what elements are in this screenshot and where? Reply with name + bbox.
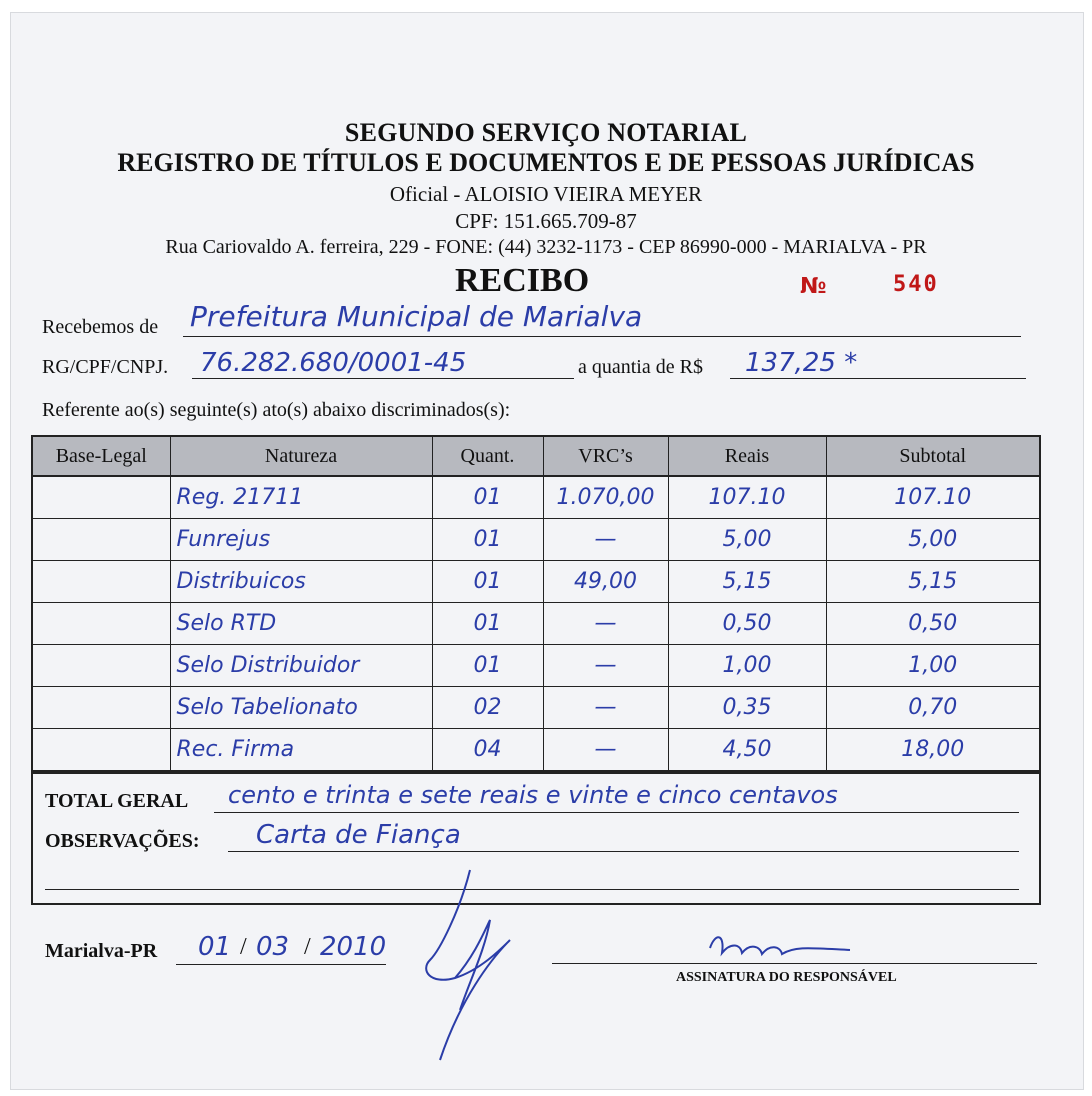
cell-natureza: Selo Tabelionato (170, 687, 432, 729)
cell-quant: 01 (432, 561, 543, 603)
receipt-number: 540 (893, 272, 939, 297)
cell-quant: 01 (432, 519, 543, 561)
signature-label: ASSINATURA DO RESPONSÁVEL (676, 970, 897, 985)
cell-natureza: Rec. Firma (170, 729, 432, 772)
recebemos-value: Prefeitura Municipal de Marialva (190, 300, 643, 333)
cell-reais: 5,00 (668, 519, 826, 561)
header-line-5: Rua Cariovaldo A. ferreira, 229 - FONE: (44) 3232-1173 - CEP 86990-000 - MARIALVA - PR (165, 236, 927, 258)
cell-natureza: Funrejus (170, 519, 432, 561)
cell-subtotal: 18,00 (826, 729, 1039, 772)
table-header-row (33, 437, 1039, 476)
cell-base (33, 603, 170, 645)
table-row (33, 561, 1039, 603)
cell-vrc: — (543, 603, 668, 645)
header-line-1: SEGUNDO SERVIÇO NOTARIAL (344, 118, 748, 147)
cell-reais: 5,15 (668, 561, 826, 603)
cell-quant: 01 (432, 603, 543, 645)
total-label: TOTAL GERAL (45, 790, 189, 812)
receipt-title: RECIBO (455, 262, 590, 299)
cell-vrc: — (543, 687, 668, 729)
cell-reais: 0,50 (668, 603, 826, 645)
table-row (33, 645, 1039, 687)
table-row (33, 476, 1039, 519)
cell-base (33, 687, 170, 729)
date-label: Marialva-PR (45, 940, 158, 962)
cell-subtotal: 1,00 (826, 645, 1039, 687)
header-line-3: Oficial - ALOISIO VIEIRA MEYER (389, 182, 703, 206)
responsible-signature-icon (700, 928, 870, 968)
col-quant: Quant. (432, 437, 543, 476)
date-year: 2010 (320, 932, 387, 962)
quantia-line (730, 378, 1026, 379)
total-value: cento e trinta e sete reais e vinte e cinco centavos (228, 781, 838, 809)
cell-vrc: — (543, 645, 668, 687)
rg-line (192, 378, 574, 379)
acts-table (31, 435, 1041, 774)
observacoes-value: Carta de Fiança (256, 820, 461, 850)
cell-quant: 04 (432, 729, 543, 772)
cell-vrc: — (543, 519, 668, 561)
col-base-legal: Base-Legal (33, 437, 170, 476)
cell-base (33, 519, 170, 561)
date-day: 01 (198, 932, 232, 962)
cell-subtotal: 0,50 (826, 603, 1039, 645)
col-vrcs: VRC’s (543, 437, 668, 476)
cell-subtotal: 0,70 (826, 687, 1039, 729)
cell-subtotal: 5,15 (826, 561, 1039, 603)
cell-quant: 01 (432, 476, 543, 519)
cell-reais: 1,00 (668, 645, 826, 687)
col-subtotal: Subtotal (826, 437, 1039, 476)
recebemos-label: Recebemos de (42, 316, 159, 338)
cell-natureza: Reg. 21711 (170, 476, 432, 519)
cell-subtotal: 107.10 (826, 476, 1039, 519)
cell-natureza: Selo RTD (170, 603, 432, 645)
table-row (33, 519, 1039, 561)
header-line-4: CPF: 151.665.709-87 (455, 209, 637, 233)
date-separator-1: / (240, 934, 247, 960)
cell-reais: 107.10 (668, 476, 826, 519)
header-line-2: REGISTRO DE TÍTULOS E DOCUMENTOS E DE PESSOAS JURÍDICAS (117, 148, 975, 177)
cell-subtotal: 5,00 (826, 519, 1039, 561)
cell-natureza: Selo Distribuidor (170, 645, 432, 687)
cell-base (33, 476, 170, 519)
cell-vrc: — (543, 729, 668, 772)
col-reais: Reais (668, 437, 826, 476)
recebemos-line (183, 336, 1021, 337)
cell-vrc: 1.070,00 (543, 476, 668, 519)
table-row (33, 687, 1039, 729)
receipt-number-label: № (800, 274, 827, 299)
cell-natureza: Distribuicos (170, 561, 432, 603)
cell-base (33, 645, 170, 687)
referente-text: Referente ao(s) seguinte(s) ato(s) abaixo discriminados(s): (42, 399, 511, 421)
date-separator-2: / (304, 934, 311, 960)
observacoes-label: OBSERVAÇÕES: (45, 830, 200, 852)
rg-label: RG/CPF/CNPJ. (42, 356, 169, 378)
col-natureza: Natureza (170, 437, 432, 476)
signature-scribble (400, 860, 540, 1080)
cell-quant: 02 (432, 687, 543, 729)
quantia-label: a quantia de R$ (578, 356, 703, 378)
table-row (33, 603, 1039, 645)
cell-reais: 0,35 (668, 687, 826, 729)
cell-reais: 4,50 (668, 729, 826, 772)
quantia-value: 137,25 * (745, 348, 858, 378)
cell-base (33, 561, 170, 603)
date-line (176, 964, 386, 965)
rg-value: 76.282.680/0001-45 (200, 348, 467, 378)
observacoes-line (228, 851, 1019, 852)
cell-quant: 01 (432, 645, 543, 687)
date-month: 03 (256, 932, 290, 962)
total-line (214, 812, 1019, 813)
cell-vrc: 49,00 (543, 561, 668, 603)
